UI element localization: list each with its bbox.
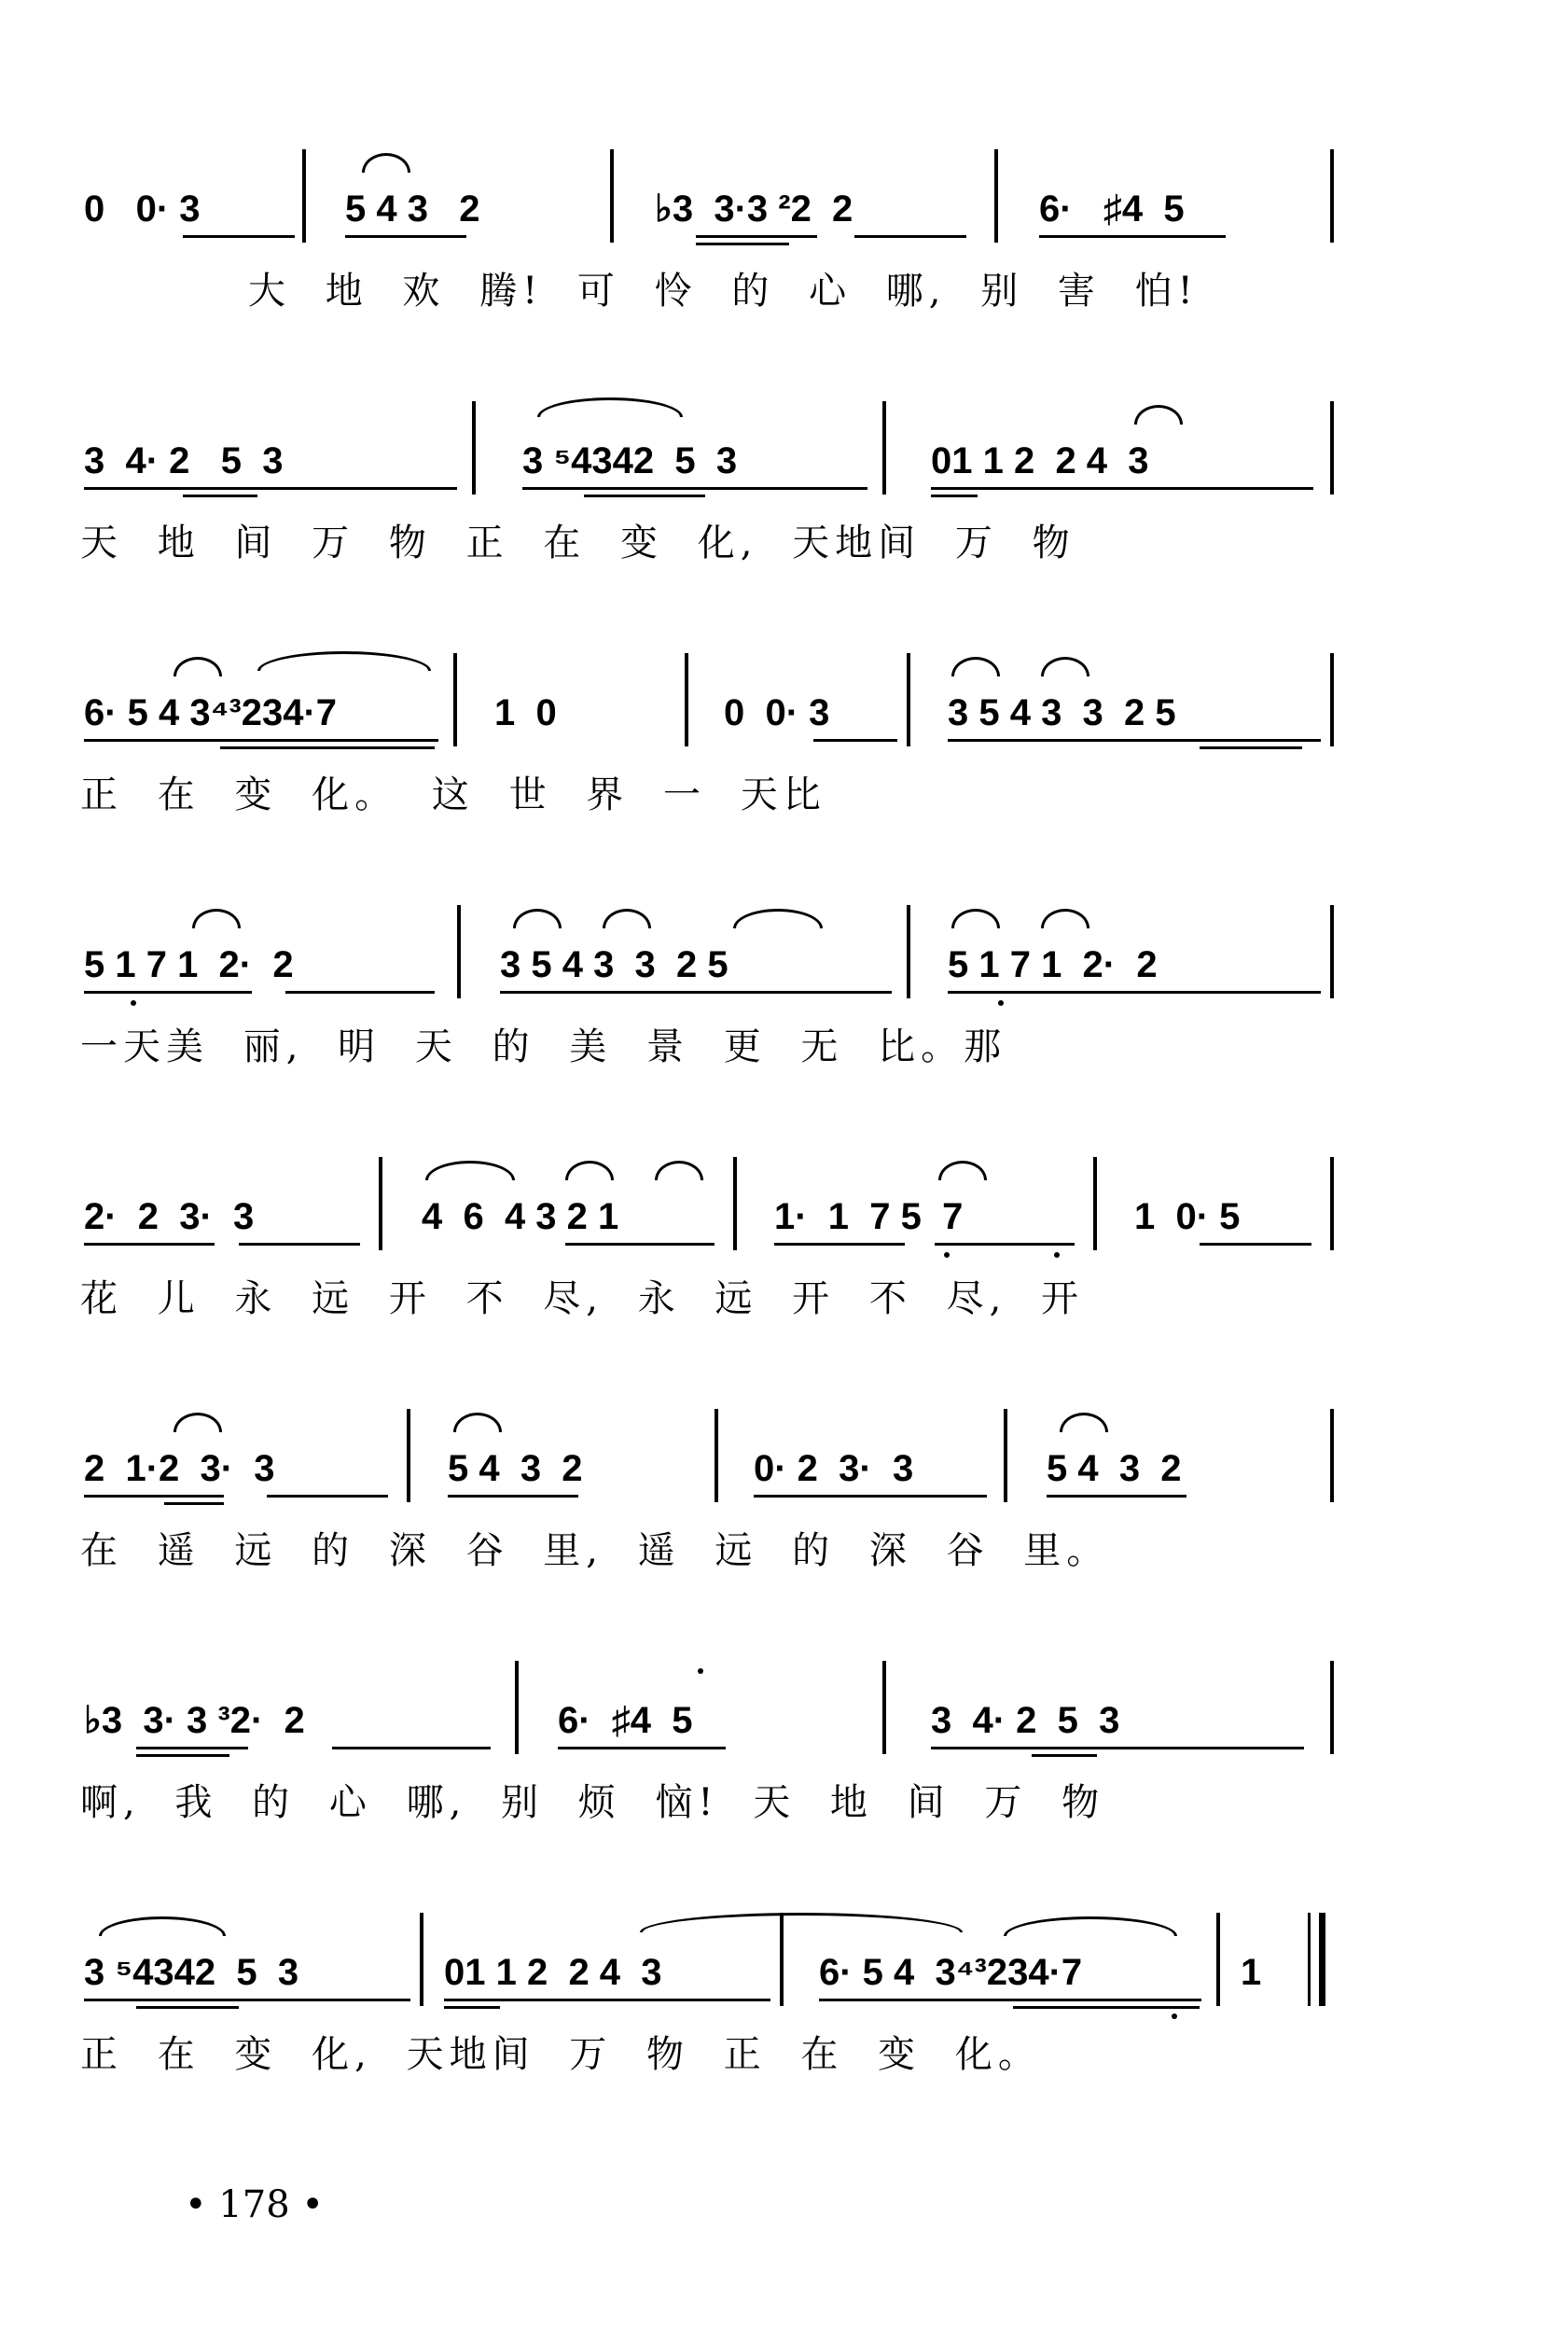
slur [362,153,410,173]
slur [1041,909,1089,928]
measure: 0 0· 3 [84,188,201,230]
measure: 0· 2 3· 3 [754,1448,914,1489]
underline [584,495,705,497]
slur [655,1161,703,1180]
underline [819,1999,1201,2001]
music-system-1 [80,149,1349,336]
underline [696,243,789,245]
barline [1330,1409,1334,1502]
underline [1200,746,1302,749]
slur [565,1161,614,1180]
underline [164,1502,224,1505]
octave-dot [998,1000,1004,1006]
measure: 1 0· 5 [1134,1196,1241,1237]
underline [935,1243,1075,1246]
barline [685,653,688,746]
measure: 5 4 3 2 [1047,1448,1182,1489]
notation-line [80,149,1349,252]
barline [907,653,910,746]
lyric-text: 花 儿 永 远 开 不 尽, 永 远 开 不 尽, 开 [80,1277,1085,1320]
slur [257,651,431,671]
lyric-text: 正 在 变 化。 这 世 界 一 天比 [80,773,826,816]
measure: 1· 1 7 5 7 [774,1196,964,1237]
barline [733,1157,737,1250]
slur [938,1161,987,1180]
slur [733,909,823,928]
slur [603,909,651,928]
underline [813,739,897,742]
lyric-text: 大 地 欢 腾! 可 怜 的 心 哪, 别 害 怕! [248,270,1199,313]
slur [640,1913,963,1932]
lyric-text: 在 遥 远 的 深 谷 里, 遥 远 的 深 谷 里。 [80,1529,1110,1572]
barline [610,149,614,243]
measure: 2· 2 3· 3 [84,1196,255,1237]
underline [220,746,435,749]
slur [453,1413,502,1432]
underline [696,235,817,238]
barline [515,1661,519,1754]
slur [1060,1413,1108,1432]
measure: 5 4 3 2 [448,1448,583,1489]
underline [774,1243,905,1246]
slur [1041,657,1089,676]
underline [136,2006,239,2009]
underline [948,739,1321,742]
lyrics-line [80,1025,1349,1068]
lyric-text: 天 地 间 万 物 正 在 变 化, 天地间 万 物 [80,522,1075,564]
barline [1330,1661,1334,1754]
underline [948,991,1321,994]
underline [1013,2006,1200,2009]
octave-dot [698,1668,703,1674]
slur [425,1161,515,1180]
underline [267,1495,388,1498]
barline [994,149,998,243]
measure: 0 0· 3 [724,692,830,733]
notation-line [80,1661,1349,1763]
measure: 6· 5 4 3⁴³234·7 [84,692,338,733]
lyrics-line [80,773,1349,816]
underline [136,1747,248,1749]
octave-dot [131,1000,136,1006]
slur [537,397,683,417]
measure: 2 1·2 3· 3 [84,1448,275,1489]
underline [931,1747,1304,1749]
lyric-text: 啊, 我 的 心 哪, 别 烦 恼! 天 地 间 万 物 [80,1781,1105,1824]
measure: 01 1 2 2 4 3 [444,1952,662,1993]
underline [332,1747,491,1749]
measure: 3 ⁵4342 5 3 [522,440,738,481]
lyric-text: 正 在 变 化, 天地间 万 物 正 在 变 化。 [80,2033,1041,2076]
page-number: • 178 • [185,2183,324,2226]
lyrics-line [80,1529,1349,1572]
barline [1330,905,1334,998]
barline [302,149,306,243]
music-system-7 [80,1661,1349,1847]
slur [173,1413,222,1432]
barline [407,1409,410,1502]
lyrics-line [80,1781,1349,1824]
underline [1047,1495,1186,1498]
underline [84,1495,224,1498]
barline [1216,1913,1220,2006]
music-system-5 [80,1157,1349,1344]
barline [453,653,457,746]
measure: 6· ♯4 5 [1039,188,1185,230]
barline [1330,401,1334,495]
notation-line [80,401,1349,504]
slur [173,657,222,676]
underline [444,2006,500,2009]
music-system-6 [80,1409,1349,1596]
measure: 5 1 7 1 2· 2 [84,944,294,985]
underline [183,495,257,497]
notation-line [80,1157,1349,1260]
slur [513,909,562,928]
underline [84,739,438,742]
lyrics-line [80,524,1349,562]
barline [1308,1913,1311,2006]
barline [472,401,476,495]
octave-dot [1172,2014,1177,2019]
notation-line [80,1409,1349,1512]
underline [565,1243,715,1246]
barline [882,401,886,495]
underline [854,235,966,238]
barline [1330,149,1334,243]
barline [780,1913,784,2006]
measure: 6· ♯4 5 [558,1700,693,1741]
underline [444,1999,770,2001]
underline [239,1243,360,1246]
measure: 3 5 4 3 3 2 5 [500,944,728,985]
underline [136,1754,229,1757]
octave-dot [944,1252,950,1258]
measure: 5 4 3 2 [345,188,480,230]
measure: 1 [1241,1952,1262,1993]
barline [1093,1157,1097,1250]
notation-line [80,905,1349,1008]
slur [192,909,241,928]
music-system-2 [80,401,1349,588]
measure: 6· 5 4 3⁴³234·7 [819,1952,1083,1993]
underline [1039,235,1226,238]
underline [448,1495,578,1498]
barline [715,1409,718,1502]
lyric-text: 一天美 丽, 明 天 的 美 景 更 无 比。那 [80,1025,1007,1068]
measure: 3 5 4 3 3 2 5 [948,692,1176,733]
barline [420,1913,423,2006]
slur [1134,405,1183,425]
underline [522,487,867,490]
barline [379,1157,382,1250]
measure: 5 1 7 1 2· 2 [948,944,1158,985]
lyrics-line [80,2033,1349,2076]
barline [1330,1157,1334,1250]
lyrics-line [80,270,1349,313]
underline [183,235,295,238]
measure: ♭3 3·3 ²2 2 [655,188,853,230]
barline [1004,1409,1007,1502]
music-system-3 [80,653,1349,840]
underline [754,1495,987,1498]
music-system-4 [80,905,1349,1092]
barline [1330,653,1334,746]
octave-dot [1054,1252,1060,1258]
underline [84,487,457,490]
measure: 3 4· 2 5 3 [84,440,284,481]
underline [931,487,1313,490]
underline [285,991,435,994]
underline [1200,1243,1311,1246]
measure: ♭3 3· 3 ³2· 2 [84,1700,305,1741]
underline [931,495,978,497]
underline [84,1999,410,2001]
underline [1032,1754,1097,1757]
measure: 4 6 4 3 2 1 [422,1196,619,1237]
measure: 3 ⁵4342 5 3 [84,1952,299,1993]
barline [457,905,461,998]
final-barline [1319,1913,1325,2006]
underline [345,235,466,238]
measure: 01 1 2 2 4 3 [931,440,1149,481]
measure: 1 0 [494,692,557,733]
barline [882,1661,886,1754]
underline [84,991,252,994]
slur [99,1916,226,1936]
notation-line [80,653,1349,756]
music-system-8 [80,1913,1349,2099]
underline [558,1747,726,1749]
barline [907,905,910,998]
measure: 3 4· 2 5 3 [931,1700,1120,1741]
slur [951,909,1000,928]
slur [1004,1916,1177,1936]
lyrics-line [80,1277,1349,1320]
underline [84,1243,215,1246]
notation-line [80,1913,1349,2015]
slur [951,657,1000,676]
underline [500,991,892,994]
